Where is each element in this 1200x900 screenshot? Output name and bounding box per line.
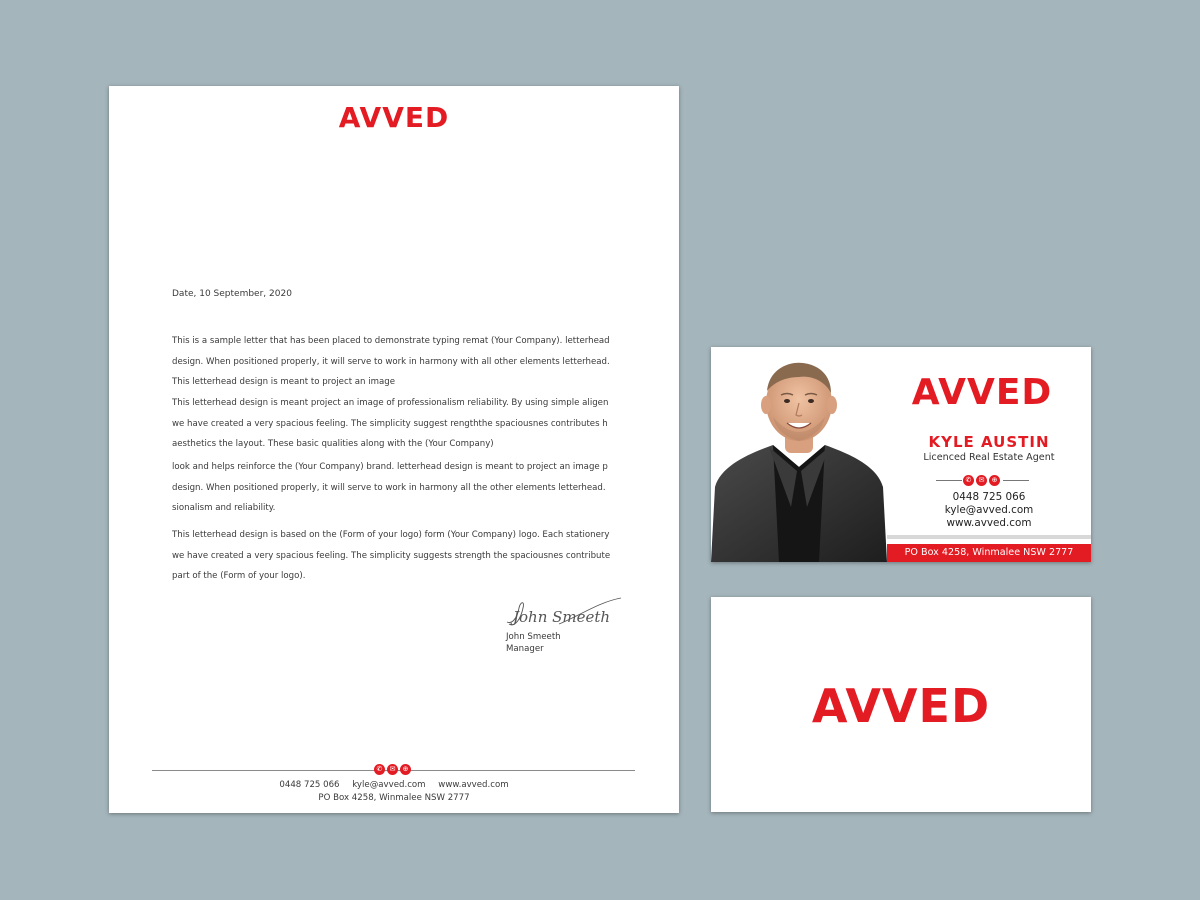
footer-phone: 0448 725 066: [279, 780, 340, 790]
footer-email: kyle@avved.com: [352, 780, 426, 790]
web-icon: ⊕: [400, 764, 411, 775]
card-back-logo: [781, 681, 1021, 727]
signer-title: Manager: [506, 644, 544, 654]
letter-line: This letterhead design is based on the (Form of your logo) form (Your Company) logo. Each stationery: [172, 530, 610, 540]
letter-line: look and helps reinforce the (Your Company) brand. letterhead design is meant to project an image p: [172, 462, 608, 472]
svg-text:AVVED: AVVED: [811, 681, 991, 727]
footer-address: PO Box 4258, Winmalee NSW 2777: [318, 793, 470, 803]
email-icon: ✉: [387, 764, 398, 775]
business-card-front: [711, 347, 1091, 562]
web-icon: ⊕: [989, 475, 1000, 486]
letter-line: part of the (Form of your logo).: [172, 571, 306, 581]
card-accent-strip: [887, 535, 1091, 539]
phone-icon: ✆: [963, 475, 974, 486]
letter-line: This letterhead design is meant to project an image: [172, 377, 396, 387]
card-front-logo: [889, 371, 1075, 409]
svg-text:AVVED: AVVED: [911, 372, 1053, 409]
contact-divider-left: [936, 480, 962, 481]
letter-line: This letterhead design is meant project an image of professionalism reliability. By using simple aligen: [172, 398, 609, 408]
agent-photo: [711, 347, 887, 562]
letter-line: we have created a very spacious feeling. The simplicity suggests strength the spaciousnes contribute: [172, 550, 611, 561]
letterhead-logo: [319, 102, 469, 132]
letter-line: aesthetics the layout. These basic qualities along with the (Your Company): [172, 439, 494, 449]
footer-website: www.avved.com: [438, 780, 509, 790]
card-phone: 0448 725 066: [952, 491, 1026, 503]
svg-text:John Smeeth: John Smeeth: [513, 608, 611, 626]
footer-contact-line: [109, 780, 679, 790]
letterhead-sheet: [109, 86, 679, 813]
letter-line: design. When positioned properly, it will serve to work in harmony all the other elements letterhead.: [172, 482, 606, 493]
letter-paragraph: [172, 525, 622, 587]
card-website: www.avved.com: [946, 517, 1032, 529]
handwritten-signature: [499, 594, 629, 636]
letter-line: design. When positioned properly, it will serve to work in harmony with all other elements letterhead.: [172, 356, 610, 367]
agent-role: Licenced Real Estate Agent: [923, 452, 1055, 463]
letter-paragraph: [172, 331, 622, 393]
card-icon-group: [963, 475, 1000, 486]
business-card-back: [711, 597, 1091, 812]
contact-divider-right: [1003, 480, 1029, 481]
card-address: PO Box 4258, Winmalee NSW 2777: [904, 547, 1074, 558]
letter-line: we have created a very spacious feeling. The simplicity suggest rengththe spaciousnes contributes h: [172, 418, 608, 429]
agent-name: KYLE AUSTIN: [928, 433, 1050, 451]
footer-icon-group: [374, 764, 411, 775]
letter-paragraph: [172, 393, 622, 455]
letter-date: Date, 10 September, 2020: [172, 289, 292, 299]
letter-paragraph: [172, 457, 622, 519]
card-email: kyle@avved.com: [944, 504, 1034, 516]
signer-name: John Smeeth: [506, 632, 561, 642]
svg-text:AVVED: AVVED: [338, 102, 450, 132]
letter-line: This is a sample letter that has been placed to demonstrate typing remat (Your Company). letterhead: [172, 336, 610, 346]
phone-icon: ✆: [374, 764, 385, 775]
email-icon: ✉: [976, 475, 987, 486]
letter-line: sionalism and reliability.: [172, 503, 276, 513]
